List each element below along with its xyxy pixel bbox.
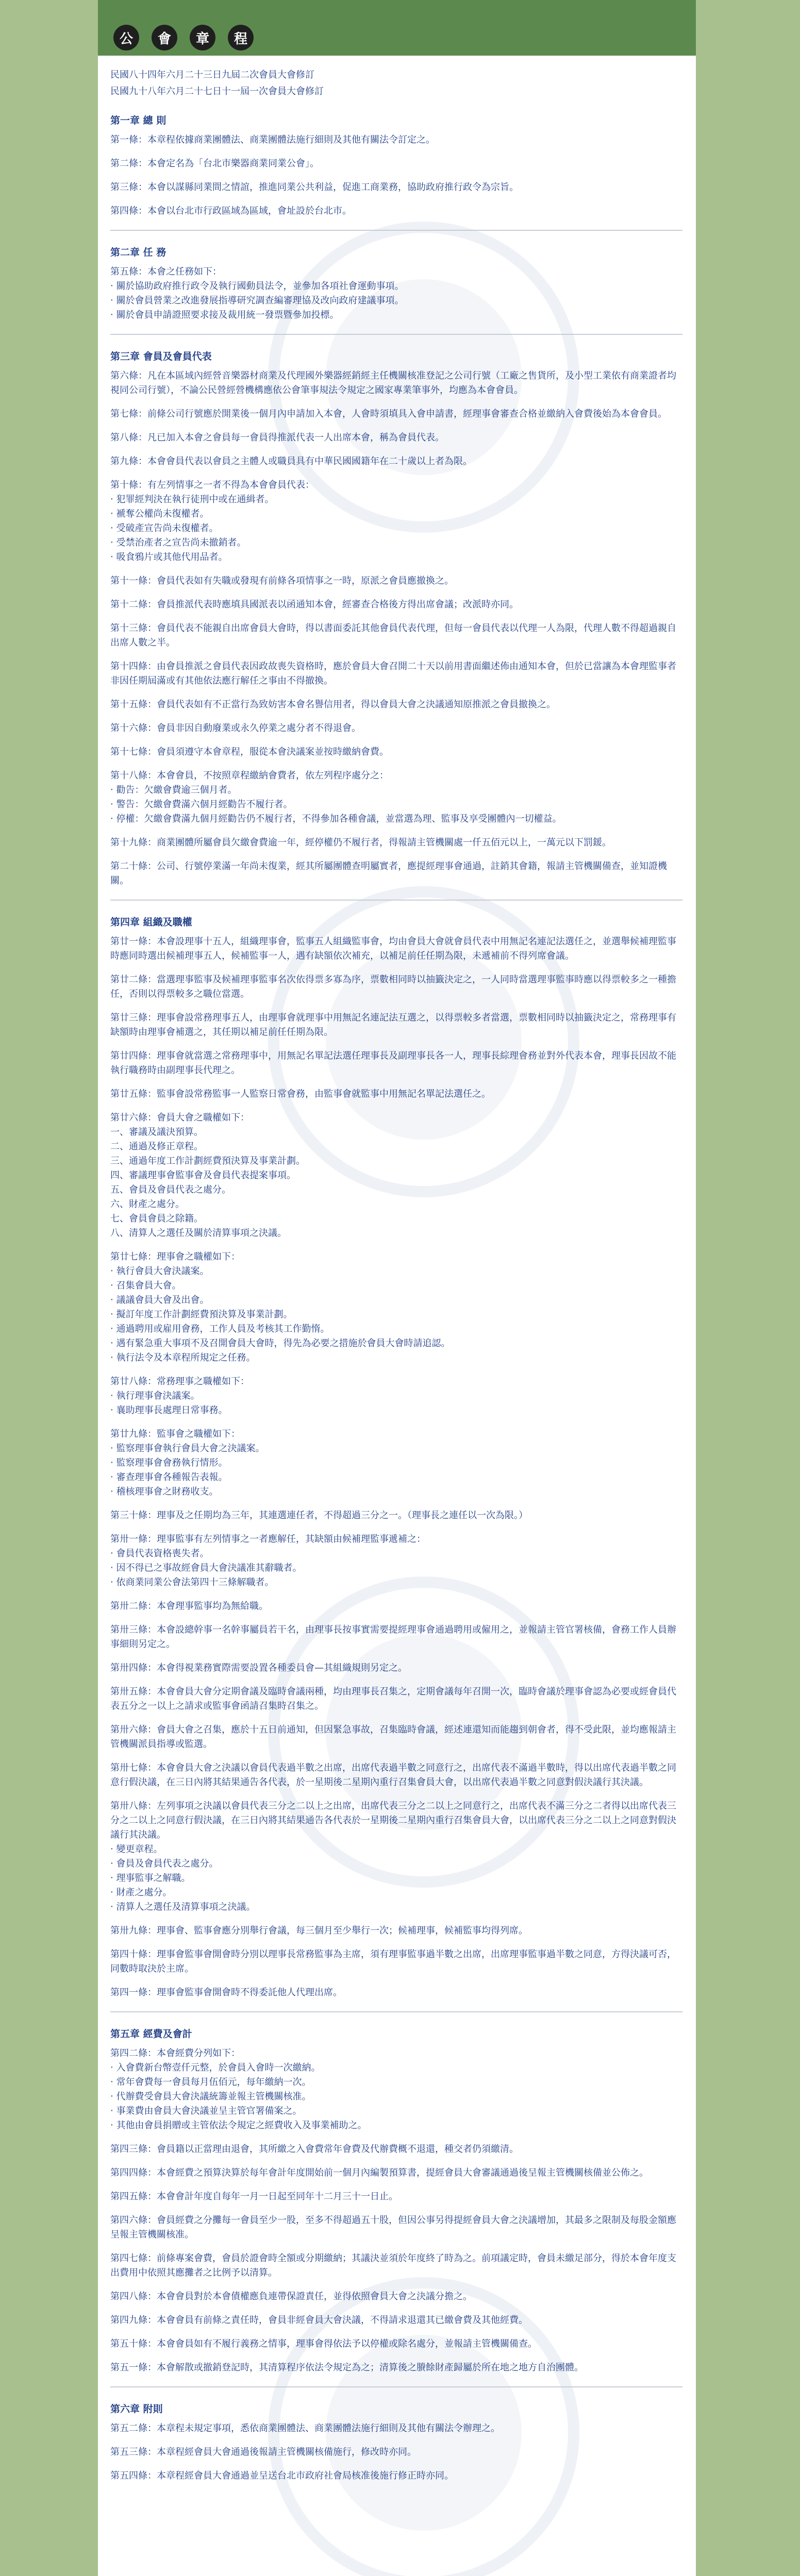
- article: [110, 407, 682, 421]
- article-list-item: ‧ 執行法令及本章程所規定之任務。: [110, 1352, 256, 1363]
- article-list-item: 二、通過及修正章程。: [110, 1141, 203, 1152]
- section-divider: [110, 334, 682, 335]
- article-text: 第十一條：會員代表如有失職或發現有前條各項情事之一時，原派之會員應撤換之。: [110, 575, 454, 586]
- article: [110, 2361, 682, 2375]
- article: [110, 1375, 682, 1418]
- article: [110, 2142, 682, 2157]
- article-text: 第廿五條：監事會設常務監事一人監察日常會務，由監事會就監事中用無記名單記法選任之。: [110, 1089, 491, 1099]
- article-text: 第卅九條：理事會、監事會應分別舉行會議，每三個月至少舉行一次；候補理事，候補監事均得列席。: [110, 1925, 528, 1936]
- title-char: 程: [228, 25, 254, 50]
- article-list-item: ‧ 財產之處分。: [110, 1887, 172, 1898]
- article-text: 第十七條：會員須遵守本會章程，服從本會決議案並按時繳納會費。: [110, 747, 389, 757]
- article: [110, 1986, 682, 2000]
- article-list-item: ‧ 召集會員大會。: [110, 1280, 181, 1291]
- article: [110, 574, 682, 588]
- article-list-item: ‧ 執行理事會決議案。: [110, 1391, 200, 1401]
- article-text: 第卅五條：本會會員大會分定期會議及臨時會議兩種，均由理事長召集之，定期會議每年召開一次，臨時會議於理事會認為必要或經會員代表五分之一以上之請求或監事會函請召集時召集之。: [110, 1686, 676, 1711]
- article-text: 第六條：凡在本區域內經營音樂器材商業及代理國外樂器經銷經主任機關核准登記之公司行號（工廠之售貨所，及小型工業依有商業證者均視同公司行號），不論公民營經營機構應依公會筆事規法令規定之國家專業筆事外，均應為本會會員。: [110, 370, 676, 396]
- chapter-heading: 第六章 附則: [110, 2403, 163, 2415]
- article-text: 第十五條：會員代表如有不正當行為致妨害本會名譽信用者，得以會員大會之決議通知原推派之會員撤換之。: [110, 699, 556, 710]
- article-text: 第四十條：理事會監事會開會時分別以理事長常務監事為主席，須有理事監事過半數之出席，出席理事監事過半數之同意，方得決議可否，同數時取決於主席。: [110, 1949, 676, 1974]
- article-list-item: ‧ 稽核理事會之財務收支。: [110, 1486, 219, 1497]
- section-divider: [110, 2011, 682, 2012]
- article-text: 第五條：本會之任務如下：: [110, 266, 222, 277]
- article-list-item: ‧ 擬訂年度工作計劃經費預決算及事業計劃。: [110, 1309, 293, 1320]
- article-list-item: ‧ 關於會員營業之改進發展指導研究調查編審理協及改向政府建議事項。: [110, 295, 404, 306]
- article-list-item: ‧ 襄助理事長處理日常事務。: [110, 1405, 228, 1416]
- article-text: 第十八條：本會會員，不按照章程繳納會費者，依左列程序處分之：: [110, 770, 389, 781]
- section-divider: [110, 2386, 682, 2387]
- article-list-item: ‧ 代辦費受會員大會決議統籌並報主管機關核准。: [110, 2091, 311, 2102]
- article-text: 第三條：本會以謀縣同業間之情誼，推進同業公共利益，促進工商業務，協助政府推行政令為宗旨。: [110, 182, 519, 193]
- article-list-item: ‧ 變更章程。: [110, 1844, 163, 1855]
- article: [110, 2251, 682, 2280]
- article: [110, 204, 682, 218]
- article-list-item: ‧ 會員代表資格喪失者。: [110, 1548, 209, 1559]
- article-list-item: 一、審議及議決預算。: [110, 1127, 203, 1138]
- article-text: 第卅八條：左列事項之決議以會員代表三分之二以上之出席，出席代表三分之二以上之同意行之，出席代表不滿三分之二者得以出席代表三分之二以上之同意行假決議，在三日內將其結果通告各代表於一星期後二星期內重行召集會員大會，以出席代表三分之二以上之同意對假決議行其決議。: [110, 1801, 676, 1840]
- article: [110, 431, 682, 445]
- article-list-item: ‧ 執行會員大會決議案。: [110, 1266, 209, 1277]
- article-list-item: ‧ 依商業同業公會法第四十三條解職者。: [110, 1577, 274, 1588]
- section-divider: [110, 230, 682, 231]
- article: [110, 1924, 682, 1938]
- article: [110, 1623, 682, 1652]
- article-text: 第一條：本章程依據商業團體法、商業團體法施行細則及其他有關法令訂定之。: [110, 134, 435, 145]
- article: [110, 1111, 682, 1241]
- article-list-item: ‧ 遇有緊急重大事項不及召開會員大會時，得先為必要之措施於會員大會時請追認。: [110, 1338, 451, 1349]
- article-list-item: 四、審議理事會監事會及會員代表提案事項。: [110, 1170, 296, 1181]
- article-text: 第廿三條：理事會設常務理事五人，由理事會就理事中用無記名連記法互選之，以得票較多者當選，票數相同時以抽籤決定之，常務理事有缺額時由理事會補選之，其任期以補足前任任期為限。: [110, 1012, 676, 1038]
- page-title: [113, 25, 254, 50]
- title-char: 會: [152, 25, 177, 50]
- article: [110, 721, 682, 736]
- article: [110, 180, 682, 195]
- article: [110, 745, 682, 759]
- article-text: 第四條：本會以台北市行政區域為區域，會址設於台北市。: [110, 206, 352, 216]
- article: [110, 1947, 682, 1976]
- article-text: 第十三條：會員代表不能親自出席會員大會時，得以書面委託其他會員代表代理，但每一會員代表以代理一人為限，代理人數不得超過親自出席人數之半。: [110, 623, 676, 648]
- chapter-heading: 第四章 組織及職權: [110, 917, 192, 928]
- document-body: [110, 68, 682, 2493]
- article-text: 第五三條：本章程經會員大會通過後報請主管機關核備施行，修改時亦同。: [110, 2447, 416, 2458]
- article: [110, 1011, 682, 1040]
- article-text: 第五四條：本章程經會員大會通過並呈送台北市政府社會局核准後施行修正時亦同。: [110, 2470, 454, 2481]
- article: [110, 2469, 682, 2483]
- article: [110, 769, 682, 826]
- article-list-item: ‧ 關於協助政府推行政令及執行國動員法令，並參加各項社會運動事項。: [110, 281, 404, 292]
- article: [110, 2190, 682, 2204]
- article-text: 第廿二條：當選理事監事及候補理事監事名次依得票多寡為序，票數相同時以抽籤決定之，一人同時當選理事監事時應以得票較多之一種擔任，否則以得票較多之職位當選。: [110, 974, 676, 999]
- article-list-item: ‧ 其他由會員捐贈或主管依法令規定之經費收入及事業補助之。: [110, 2120, 367, 2131]
- article-text: 第四五條：本會會計年度自每年一月一日起至同年十二月三十一日止。: [110, 2191, 398, 2202]
- article: [110, 1250, 682, 1365]
- article-list-item: ‧ 通過聘用或雇用會務，工作人員及考核其工作勤惰。: [110, 1324, 330, 1334]
- article-text: 第十二條：會員推派代表時應填具國派表以函通知本會，經審查合格後方得出席會議；改派時亦同。: [110, 599, 519, 610]
- article: [110, 659, 682, 688]
- article-text: 第廿一條：本會設理事十五人，組織理事會，監事五人組織監事會，均由會員大會就會員代表中用無記名連記法選任之，並選舉候補理監事時應同時選出候補理事五人，候補監事一人，遇有缺額依次補充，以補足前任任期為限，未遞補前不得列席會議。: [110, 936, 676, 961]
- article-text: 第二條：本會定名為「台北市樂器商業同業公會」。: [110, 158, 319, 169]
- article-list-item: ‧ 議議會員大會及出會。: [110, 1295, 209, 1306]
- article: [110, 1799, 682, 1914]
- article: [110, 1761, 682, 1790]
- article: [110, 1661, 682, 1675]
- article-text: 第四九條：本會會員有前條之責任時，會員非經會員大會決議，不得請求退還其已繳會費及其他經費。: [110, 2315, 528, 2326]
- article-text: 第四六條：會員經費之分攤每一會員至少一股，至多不得超過五十股，但因公事另得提經會員大會之決議增加，其最多之限制及每股金額應呈報主管機關核准。: [110, 2215, 676, 2240]
- article: [110, 1685, 682, 1714]
- article: [110, 478, 682, 565]
- article: [110, 1049, 682, 1078]
- article: [110, 157, 682, 171]
- article-list-item: ‧ 常年會費每一會員每月伍佰元，每年繳納一次。: [110, 2077, 311, 2088]
- article: [110, 935, 682, 963]
- article: [110, 2290, 682, 2304]
- article-list-item: ‧ 監察理事會會務執行情形。: [110, 1458, 228, 1468]
- article-list-item: ‧ 受禁治產者之宣告尚未撤銷者。: [110, 537, 246, 548]
- article-text: 第卅一條：理事監事有左列情事之一者應解任，其缺額由候補理監事遞補之：: [110, 1534, 426, 1545]
- article: [110, 1532, 682, 1590]
- article: [110, 836, 682, 850]
- article-text: 第三十條：理事及之任期均為三年，其連選連任者，不得超過三分之一。（理事長之連任以一次為限。）: [110, 1510, 528, 1521]
- article-text: 第二十條：公司、行號停業滿一年尚未復業，經其所屬團體查明屬實者，應提經理事會通過，註銷其會籍，報請主管機關備查，並知證機關。: [110, 861, 667, 886]
- article-list-item: ‧ 入會費新台幣壹仟元整，於會員入會時一次繳納。: [110, 2062, 321, 2073]
- article-text: 第四三條：會員籍以正當理由退會，其所繳之入會費常年會費及代辦費概不退還，種交者仍須繳清。: [110, 2144, 519, 2155]
- article-list-item: ‧ 因不得已之事故經會員大會決議准其辭職者。: [110, 1563, 302, 1573]
- chapter-heading: 第一章 總 則: [110, 115, 166, 126]
- article-text: 第十四條：由會員推派之會員代表因政故喪失資格時，應於會員大會召開二十天以前用書面繼述佈由通知本會，但於已當讓為本會理監事者非因任期屆滿或有其他依法應行解任之事由不得撤換。: [110, 661, 676, 686]
- article-text: 第九條：本會會員代表以會員之主體人或職員具有中華民國國籍年在二十歲以上者為限。: [110, 456, 472, 467]
- article-text: 第十條：有左列情事之一者不得為本會會員代表：: [110, 480, 314, 490]
- article-list-item: ‧ 審查理事會各種報告表報。: [110, 1472, 228, 1483]
- chapter-heading: 第二章 任 務: [110, 247, 166, 258]
- article-list-item: ‧ 監察理事會執行會員大會之決議案。: [110, 1443, 265, 1454]
- article-text: 第四八條：本會會員對於本會債權應負連帶保證責任，並得依照會員大會之決議分擔之。: [110, 2291, 472, 2302]
- article-text: 第廿六條：會員大會之職權如下：: [110, 1112, 249, 1123]
- article: [110, 265, 682, 323]
- article-list-item: ‧ 勸告：欠繳會費逾三個月者。: [110, 785, 237, 795]
- article-list-item: ‧ 會員及會員代表之處分。: [110, 1858, 219, 1869]
- article: [110, 598, 682, 612]
- article-list-item: ‧ 警告：欠繳會費滿六個月經勸告不履行者。: [110, 799, 293, 810]
- article-list-item: 六、財產之處分。: [110, 1199, 185, 1210]
- article-text: 第七條：前條公司行號應於開業後一個月內申請加入本會，人會時須填具入會申請書，經理事會審查合格並繳納入會費後始為本會會員。: [110, 409, 667, 419]
- article-list-item: ‧ 事業費由會員大會決議並呈主管官署備案之。: [110, 2106, 302, 2116]
- article-text: 第四二條：本會經費分列如下：: [110, 2048, 240, 2059]
- article-list-item: ‧ 犯罪經判決在執行徒刑中或在通緝者。: [110, 494, 274, 505]
- article-text: 第五二條：本章程未規定事項，悉依商業團體法、商業團體法施行細則及其他有關法令辦理之。: [110, 2423, 500, 2434]
- article-text: 第四四條：本會經費之預算決算於每年會計年度開始前一個月內編製預算書，提經會員大會審議通過後呈報主管機關核備並公佈之。: [110, 2167, 648, 2178]
- article: [110, 133, 682, 147]
- article: [110, 2166, 682, 2180]
- article-list-item: ‧ 受破產宣告尚未復權者。: [110, 523, 219, 534]
- article-text: 第四一條：理事會監事會開會時不得委託他人代理出席。: [110, 1987, 342, 1998]
- article-list-item: ‧ 停權：欠繳會費滿九個月經勸告仍不履行者，不得參加各種會議，並當選為理、監事及享受團體內一切權益。: [110, 814, 562, 824]
- article: [110, 369, 682, 398]
- article-text: 第廿四條：理事會就當選之常務理事中，用無記名單記法選任理事長及副理事長各一人，理事長綜理會務並對外代表本會，理事長因故不能執行職務時由副理事長代理之。: [110, 1050, 676, 1076]
- article-text: 第四七條：前條專案會費，會員於證會時全額或分期繳納；其議決並須於年度終了時為之。前項議定時，會員未繳足部分，得於本會年度支出費用中依照其應攤者之比例予以清算。: [110, 2253, 676, 2278]
- article: [110, 2313, 682, 2328]
- article: [110, 1427, 682, 1499]
- article: [110, 1599, 682, 1614]
- article: [110, 2445, 682, 2460]
- section-divider: [110, 900, 682, 901]
- article: [110, 2421, 682, 2436]
- header-bar: [98, 0, 696, 56]
- revision-note: 民國九十八年六月二十七日十一屆一次會員大會修訂: [110, 86, 324, 97]
- article-list-item: ‧ 吸食鴉片或其他代用品者。: [110, 552, 228, 563]
- article-list-item: 八、清算人之選任及關於清算事項之決議。: [110, 1228, 287, 1239]
- article: [110, 859, 682, 888]
- article-list-item: 七、會員會員之除籍。: [110, 1213, 203, 1224]
- article: [110, 1723, 682, 1752]
- article-text: 第十六條：會員非因自動廢業或永久停業之處分者不得退會。: [110, 723, 361, 734]
- title-char: 章: [190, 25, 215, 50]
- article-text: 第廿七條：理事會之職權如下：: [110, 1251, 240, 1262]
- article-text: 第廿九條：監事會之職權如下：: [110, 1429, 240, 1439]
- article-text: 第卅六條：會員大會之召集，應於十五日前通知，但因緊急事故，召集臨時會議，經述連還知而能趨到朝會者，得不受此限，並均應報請主管機關派員指導或監選。: [110, 1724, 676, 1750]
- article: [110, 1087, 682, 1101]
- chapter-heading: 第五章 經費及會計: [110, 2028, 192, 2040]
- article-text: 第五十條：本會會員如有不履行義務之情事，理事會得依法予以停權或除名處分，並報請主管機關備查。: [110, 2338, 537, 2349]
- article-list-item: ‧ 褫奪公權尚未復權者。: [110, 509, 209, 519]
- article: [110, 454, 682, 469]
- article: [110, 2213, 682, 2242]
- article-text: 第卅二條：本會理事監事均為無給職。: [110, 1601, 268, 1612]
- article-text: 第卅四條：本會得視業務實際需要設置各種委員會—其組織規則另定之。: [110, 1663, 407, 1673]
- article-list-item: 五、會員及會員代表之處分。: [110, 1184, 231, 1195]
- article: [110, 2046, 682, 2133]
- article: [110, 973, 682, 1002]
- article: [110, 1509, 682, 1523]
- article-text: 第卅三條：本會設總幹事一名幹事屬員若干名，由理事長按事實需要提經理事會通過聘用或僱用之，並報請主管官署核備，會務工作人員辦事細則另定之。: [110, 1624, 676, 1650]
- article-text: 第五一條：本會解散或撤銷登記時，其清算程序依法令規定為之；清算後之賸餘財產歸屬於所在地之地方自治團體。: [110, 2362, 584, 2373]
- page: [98, 0, 696, 2576]
- article-text: 第卅七條：本會會員大會之決議以會員代表過半數之出席，出席代表過半數之同意行之，出席代表不滿過半數時，得以出席代表過半數之同意行假決議，在三日內將其結果通告各代表，於一星期後二星期內重行召集會員大會，以出席代表過半數之同意對假決議行其決議。: [110, 1762, 676, 1788]
- chapter-heading: 第三章 會員及會員代表: [110, 351, 212, 362]
- article-list-item: ‧ 關於會員申請證照要求接及裁用統一發票暨參加投標。: [110, 310, 339, 320]
- article-list-item: 三、通過年度工作計劃經費預決算及事業計劃。: [110, 1156, 305, 1166]
- article-list-item: ‧ 理事監事之解職。: [110, 1873, 191, 1884]
- article-text: 第十九條：商業團體所屬會員欠繳會費逾一年，經停權仍不履行者，得報請主管機關處一仟五佰元以上，一萬元以下罰鍰。: [110, 837, 611, 848]
- article-text: 第廿八條：常務理事之職權如下：: [110, 1376, 249, 1387]
- article-text: 第八條：凡已加入本會之會員每一會員得推派代表一人出席本會，稱為會員代表。: [110, 432, 444, 443]
- title-char: 公: [113, 25, 139, 50]
- revision-note: 民國八十四年六月二十三日九屆二次會員大會修訂: [110, 70, 314, 80]
- article: [110, 698, 682, 712]
- article: [110, 2337, 682, 2351]
- article-list-item: ‧ 清算人之選任及清算事項之決議。: [110, 1902, 256, 1912]
- chapter-list: [110, 113, 682, 2483]
- article: [110, 621, 682, 650]
